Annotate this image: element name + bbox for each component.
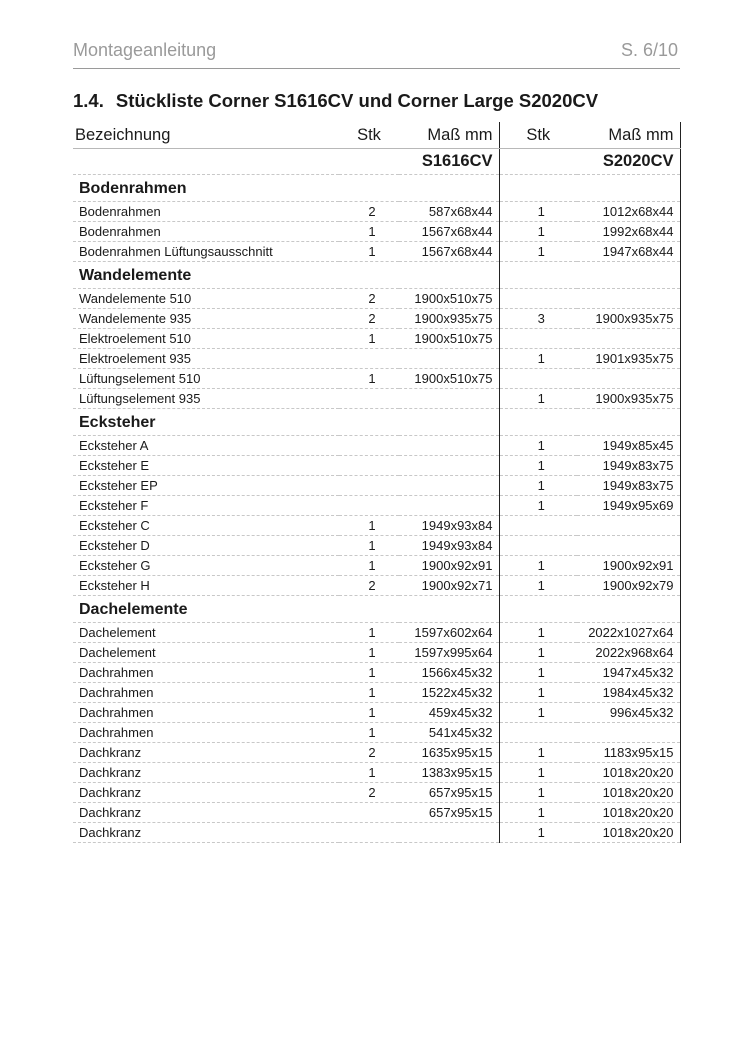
dimension-s1616cv xyxy=(399,823,499,843)
dimension-s2020cv: 2022x968x64 xyxy=(577,643,680,663)
part-name: Ecksteher C xyxy=(73,516,339,536)
qty-s2020cv: 1 xyxy=(499,743,577,763)
table-row xyxy=(73,643,680,663)
qty-s1616cv: 2 xyxy=(339,783,399,803)
qty-s2020cv xyxy=(499,516,577,536)
dimension-s1616cv: 1900x92x91 xyxy=(399,556,499,576)
part-name: Dachrahmen xyxy=(73,723,339,743)
qty-s1616cv xyxy=(339,496,399,516)
dimension-s1616cv: 459x45x32 xyxy=(399,703,499,723)
part-name: Ecksteher G xyxy=(73,556,339,576)
parts-list-table xyxy=(73,122,681,843)
part-name: Lüftungselement 935 xyxy=(73,389,339,409)
qty-s2020cv: 1 xyxy=(499,476,577,496)
qty-s1616cv xyxy=(339,436,399,456)
qty-s1616cv xyxy=(339,456,399,476)
column-header-dim-1: Maß mm xyxy=(399,122,499,149)
category-title: Bodenrahmen xyxy=(73,175,339,202)
qty-s1616cv xyxy=(339,823,399,843)
dimension-s2020cv: 1900x935x75 xyxy=(577,389,680,409)
dimension-s2020cv: 1900x92x79 xyxy=(577,576,680,596)
category-spacer xyxy=(399,262,499,289)
category-title: Dachelemente xyxy=(73,596,339,623)
category-spacer xyxy=(499,596,577,623)
dimension-s1616cv: 1567x68x44 xyxy=(399,242,499,262)
table-row xyxy=(73,309,680,329)
qty-s1616cv: 1 xyxy=(339,222,399,242)
qty-s2020cv: 1 xyxy=(499,643,577,663)
category-spacer xyxy=(339,262,399,289)
table-row xyxy=(73,456,680,476)
dimension-s2020cv: 1949x83x75 xyxy=(577,476,680,496)
dimension-s1616cv xyxy=(399,436,499,456)
table-row xyxy=(73,242,680,262)
table-row xyxy=(73,329,680,349)
category-spacer xyxy=(577,175,680,202)
dimension-s1616cv: 1383x95x15 xyxy=(399,763,499,783)
table-row xyxy=(73,623,680,643)
qty-s2020cv: 1 xyxy=(499,803,577,823)
parts-list-body xyxy=(73,122,680,843)
dimension-s1616cv xyxy=(399,389,499,409)
table-row xyxy=(73,803,680,823)
qty-s1616cv: 1 xyxy=(339,536,399,556)
part-name: Ecksteher E xyxy=(73,456,339,476)
category-spacer xyxy=(499,409,577,436)
dimension-s2020cv: 1900x935x75 xyxy=(577,309,680,329)
qty-s2020cv xyxy=(499,289,577,309)
dimension-s2020cv: 996x45x32 xyxy=(577,703,680,723)
qty-s2020cv: 1 xyxy=(499,349,577,369)
part-name: Bodenrahmen xyxy=(73,222,339,242)
dimension-s1616cv: 587x68x44 xyxy=(399,202,499,222)
category-spacer xyxy=(577,409,680,436)
dimension-s1616cv xyxy=(399,349,499,369)
part-name: Dachrahmen xyxy=(73,683,339,703)
table-row xyxy=(73,683,680,703)
qty-s1616cv: 2 xyxy=(339,743,399,763)
part-name: Dachelement xyxy=(73,623,339,643)
dimension-s1616cv: 657x95x15 xyxy=(399,803,499,823)
category-title: Ecksteher xyxy=(73,409,339,436)
part-name: Ecksteher H xyxy=(73,576,339,596)
model-header-spacer xyxy=(73,149,339,175)
dimension-s2020cv xyxy=(577,516,680,536)
part-name: Dachkranz xyxy=(73,743,339,763)
category-row-bodenrahmen xyxy=(73,175,680,202)
category-row-dachelemente xyxy=(73,596,680,623)
model-header-spacer xyxy=(499,149,577,175)
dimension-s2020cv xyxy=(577,369,680,389)
model-1-label: S1616CV xyxy=(399,149,499,175)
dimension-s1616cv: 657x95x15 xyxy=(399,783,499,803)
dimension-s2020cv: 2022x1027x64 xyxy=(577,623,680,643)
qty-s2020cv: 1 xyxy=(499,783,577,803)
qty-s2020cv: 1 xyxy=(499,703,577,723)
qty-s2020cv xyxy=(499,723,577,743)
part-name: Bodenrahmen Lüftungsausschnitt xyxy=(73,242,339,262)
model-header-row xyxy=(73,149,680,175)
table-row xyxy=(73,389,680,409)
qty-s1616cv: 1 xyxy=(339,683,399,703)
dimension-s2020cv: 1183x95x15 xyxy=(577,743,680,763)
part-name: Dachkranz xyxy=(73,823,339,843)
category-spacer xyxy=(499,175,577,202)
table-row xyxy=(73,202,680,222)
part-name: Ecksteher A xyxy=(73,436,339,456)
dimension-s2020cv: 1949x83x75 xyxy=(577,456,680,476)
qty-s1616cv: 1 xyxy=(339,242,399,262)
table-row xyxy=(73,723,680,743)
category-spacer xyxy=(399,175,499,202)
table-row xyxy=(73,289,680,309)
qty-s2020cv xyxy=(499,536,577,556)
table-row xyxy=(73,763,680,783)
qty-s2020cv: 1 xyxy=(499,496,577,516)
column-header-qty-1: Stk xyxy=(339,122,399,149)
qty-s2020cv: 1 xyxy=(499,222,577,242)
dimension-s2020cv: 1984x45x32 xyxy=(577,683,680,703)
dimension-s2020cv xyxy=(577,536,680,556)
category-spacer xyxy=(499,262,577,289)
dimension-s1616cv: 1635x95x15 xyxy=(399,743,499,763)
column-header-name: Bezeichnung xyxy=(73,122,339,149)
qty-s2020cv: 1 xyxy=(499,202,577,222)
part-name: Elektroelement 510 xyxy=(73,329,339,349)
column-header-row xyxy=(73,122,680,149)
dimension-s2020cv: 1947x68x44 xyxy=(577,242,680,262)
qty-s2020cv: 1 xyxy=(499,436,577,456)
dimension-s2020cv: 1949x95x69 xyxy=(577,496,680,516)
dimension-s2020cv: 1949x85x45 xyxy=(577,436,680,456)
table-row xyxy=(73,516,680,536)
qty-s2020cv: 1 xyxy=(499,823,577,843)
qty-s2020cv: 1 xyxy=(499,663,577,683)
part-name: Ecksteher EP xyxy=(73,476,339,496)
table-row xyxy=(73,743,680,763)
qty-s2020cv: 1 xyxy=(499,576,577,596)
dimension-s1616cv: 1900x935x75 xyxy=(399,309,499,329)
dimension-s1616cv: 1522x45x32 xyxy=(399,683,499,703)
table-row xyxy=(73,556,680,576)
table-row xyxy=(73,222,680,242)
dimension-s1616cv: 1900x510x75 xyxy=(399,369,499,389)
dimension-s1616cv: 1949x93x84 xyxy=(399,536,499,556)
qty-s1616cv: 1 xyxy=(339,663,399,683)
qty-s1616cv: 1 xyxy=(339,329,399,349)
dimension-s2020cv xyxy=(577,289,680,309)
part-name: Dachkranz xyxy=(73,803,339,823)
table-row xyxy=(73,436,680,456)
column-header-dim-2: Maß mm xyxy=(577,122,680,149)
dimension-s1616cv xyxy=(399,496,499,516)
qty-s2020cv xyxy=(499,369,577,389)
dimension-s1616cv: 1900x510x75 xyxy=(399,289,499,309)
qty-s1616cv xyxy=(339,389,399,409)
dimension-s2020cv: 1018x20x20 xyxy=(577,803,680,823)
qty-s1616cv: 1 xyxy=(339,516,399,536)
table-row xyxy=(73,536,680,556)
qty-s1616cv: 2 xyxy=(339,289,399,309)
qty-s1616cv: 1 xyxy=(339,703,399,723)
table-row xyxy=(73,349,680,369)
category-row-wandelemente xyxy=(73,262,680,289)
dimension-s2020cv xyxy=(577,329,680,349)
model-2-label: S2020CV xyxy=(577,149,680,175)
table-row xyxy=(73,823,680,843)
category-spacer xyxy=(577,262,680,289)
qty-s2020cv: 1 xyxy=(499,456,577,476)
table-row xyxy=(73,496,680,516)
qty-s1616cv: 1 xyxy=(339,556,399,576)
part-name: Lüftungselement 510 xyxy=(73,369,339,389)
qty-s2020cv xyxy=(499,329,577,349)
model-header-spacer xyxy=(339,149,399,175)
category-spacer xyxy=(399,409,499,436)
dimension-s1616cv: 541x45x32 xyxy=(399,723,499,743)
qty-s1616cv: 1 xyxy=(339,763,399,783)
dimension-s1616cv: 1567x68x44 xyxy=(399,222,499,242)
column-header-qty-2: Stk xyxy=(499,122,577,149)
dimension-s1616cv: 1597x995x64 xyxy=(399,643,499,663)
qty-s2020cv: 1 xyxy=(499,763,577,783)
qty-s1616cv: 2 xyxy=(339,576,399,596)
part-name: Dachrahmen xyxy=(73,663,339,683)
qty-s2020cv: 1 xyxy=(499,683,577,703)
part-name: Ecksteher F xyxy=(73,496,339,516)
page-header xyxy=(73,38,680,69)
part-name: Bodenrahmen xyxy=(73,202,339,222)
table-row xyxy=(73,369,680,389)
table-row xyxy=(73,703,680,723)
qty-s2020cv: 1 xyxy=(499,242,577,262)
dimension-s1616cv: 1566x45x32 xyxy=(399,663,499,683)
qty-s1616cv: 1 xyxy=(339,643,399,663)
dimension-s2020cv: 1018x20x20 xyxy=(577,823,680,843)
part-name: Dachkranz xyxy=(73,763,339,783)
qty-s2020cv: 1 xyxy=(499,623,577,643)
qty-s1616cv: 2 xyxy=(339,202,399,222)
qty-s2020cv: 1 xyxy=(499,389,577,409)
category-spacer xyxy=(339,175,399,202)
dimension-s1616cv: 1949x93x84 xyxy=(399,516,499,536)
table-row xyxy=(73,576,680,596)
table-row xyxy=(73,783,680,803)
part-name: Wandelemente 510 xyxy=(73,289,339,309)
qty-s1616cv: 1 xyxy=(339,369,399,389)
category-spacer xyxy=(577,596,680,623)
section-title-text: Stückliste Corner S1616CV und Corner Large S2020CV xyxy=(115,90,599,111)
table-row xyxy=(73,476,680,496)
qty-s2020cv: 3 xyxy=(499,309,577,329)
part-name: Dachelement xyxy=(73,643,339,663)
page-number: S. 6/10 xyxy=(620,40,678,60)
dimension-s1616cv: 1900x92x71 xyxy=(399,576,499,596)
dimension-s2020cv xyxy=(577,723,680,743)
part-name: Dachrahmen xyxy=(73,703,339,723)
dimension-s1616cv: 1597x602x64 xyxy=(399,623,499,643)
section-title xyxy=(73,90,598,112)
dimension-s1616cv xyxy=(399,476,499,496)
dimension-s2020cv: 1901x935x75 xyxy=(577,349,680,369)
dimension-s1616cv xyxy=(399,456,499,476)
dimension-s2020cv: 1012x68x44 xyxy=(577,202,680,222)
qty-s1616cv xyxy=(339,803,399,823)
qty-s1616cv xyxy=(339,476,399,496)
dimension-s2020cv: 1018x20x20 xyxy=(577,763,680,783)
table-row xyxy=(73,663,680,683)
qty-s2020cv: 1 xyxy=(499,556,577,576)
qty-s1616cv: 1 xyxy=(339,723,399,743)
category-spacer xyxy=(399,596,499,623)
category-title: Wandelemente xyxy=(73,262,339,289)
dimension-s2020cv: 1992x68x44 xyxy=(577,222,680,242)
part-name: Wandelemente 935 xyxy=(73,309,339,329)
category-spacer xyxy=(339,409,399,436)
category-row-ecksteher xyxy=(73,409,680,436)
qty-s1616cv xyxy=(339,349,399,369)
dimension-s1616cv: 1900x510x75 xyxy=(399,329,499,349)
document-title: Montageanleitung xyxy=(73,40,217,60)
qty-s1616cv: 2 xyxy=(339,309,399,329)
category-spacer xyxy=(339,596,399,623)
part-name: Ecksteher D xyxy=(73,536,339,556)
dimension-s2020cv: 1947x45x32 xyxy=(577,663,680,683)
qty-s1616cv: 1 xyxy=(339,623,399,643)
part-name: Dachkranz xyxy=(73,783,339,803)
dimension-s2020cv: 1900x92x91 xyxy=(577,556,680,576)
dimension-s2020cv: 1018x20x20 xyxy=(577,783,680,803)
section-number: 1.4. xyxy=(73,90,104,111)
part-name: Elektroelement 935 xyxy=(73,349,339,369)
